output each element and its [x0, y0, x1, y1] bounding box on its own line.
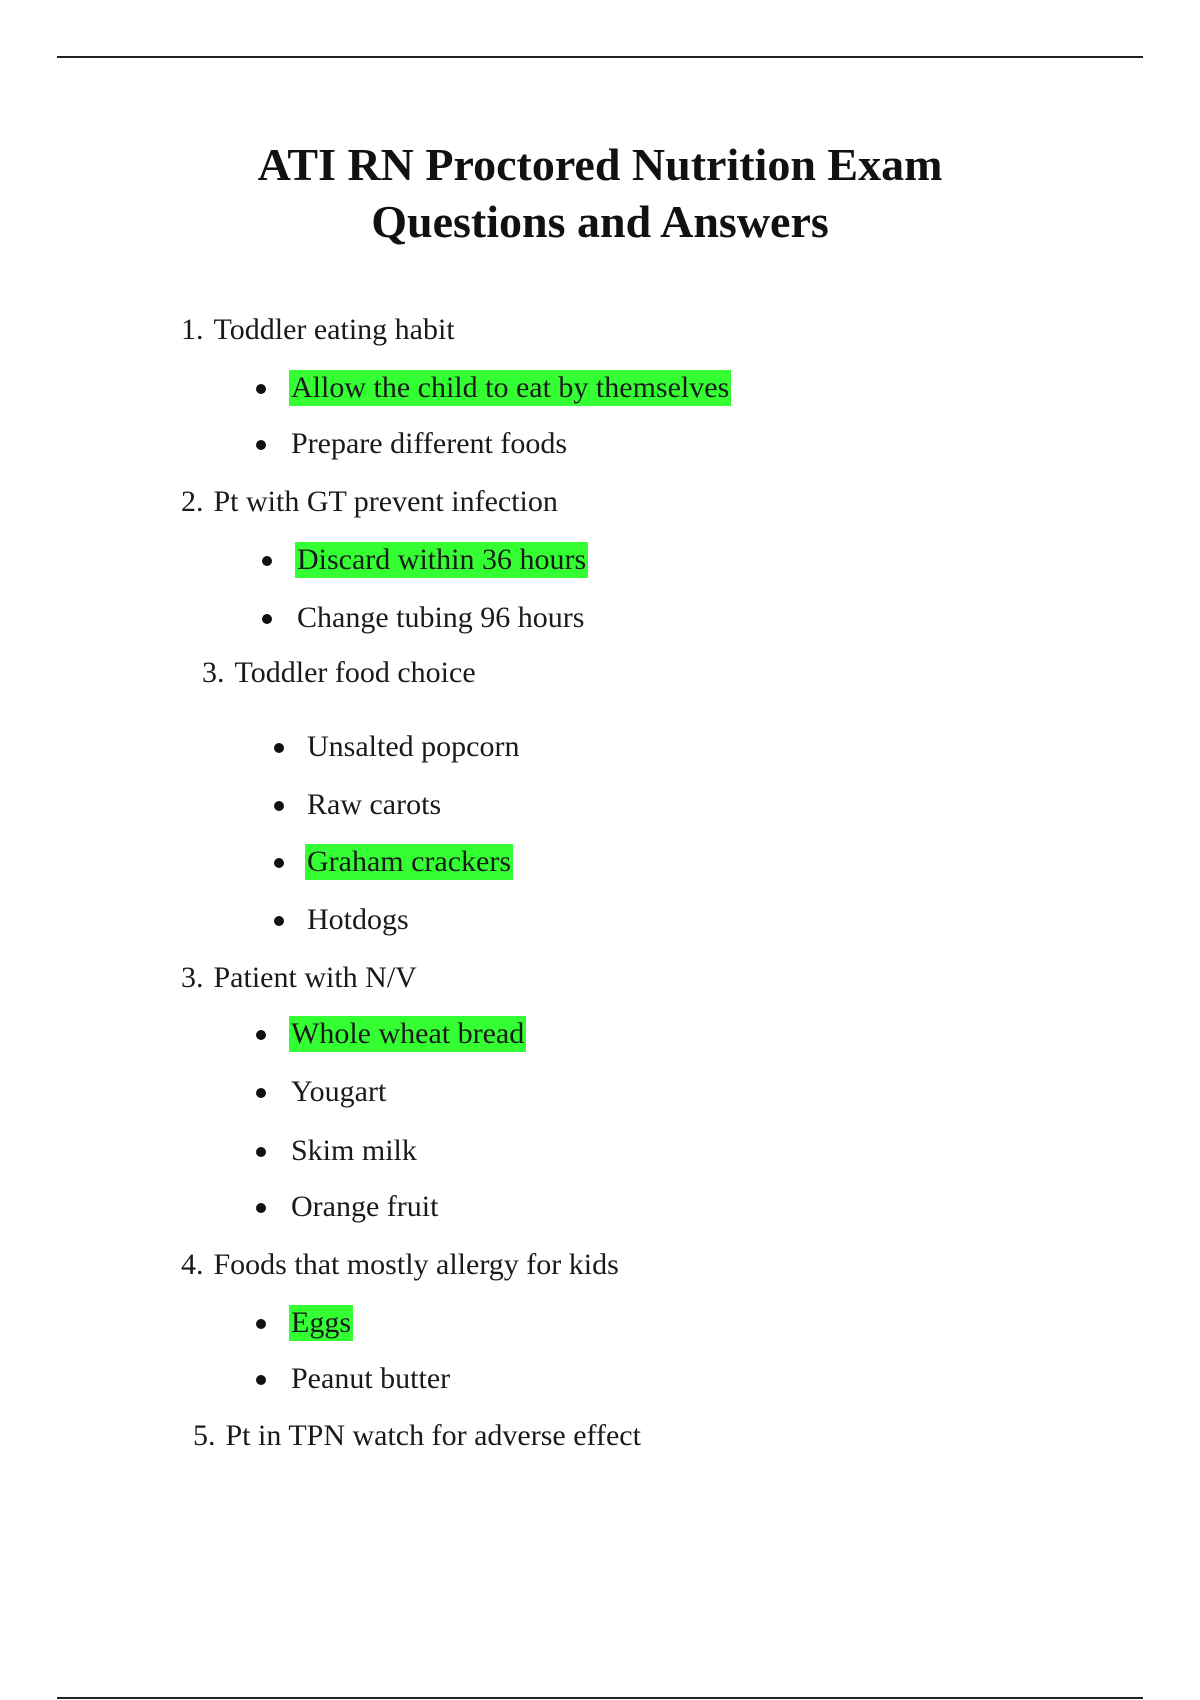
question-text: Foods that mostly allergy for kids — [213, 1248, 619, 1281]
answer-text: Change tubing 96 hours — [297, 601, 585, 634]
answer-text: Raw carots — [307, 788, 442, 821]
question-text: Toddler eating habit — [213, 313, 455, 346]
question-number: 2. — [181, 485, 204, 518]
answer-text-highlighted: Whole wheat bread — [291, 1017, 525, 1050]
question-3a — [202, 655, 476, 691]
answer-text: Prepare different foods — [291, 427, 568, 460]
page-title — [0, 136, 1200, 250]
question-2 — [181, 484, 558, 520]
question-text: Pt with GT prevent infection — [213, 485, 558, 518]
question-text: Pt in TPN watch for adverse effect — [225, 1419, 641, 1452]
answer-text: Hotdogs — [307, 903, 409, 936]
header-rule — [57, 56, 1143, 58]
question-number: 3. — [181, 961, 204, 994]
answer-text: Skim milk — [291, 1134, 417, 1167]
question-1 — [181, 312, 455, 348]
answer-text-highlighted: Eggs — [291, 1306, 351, 1339]
answer-text: Yougart — [291, 1075, 387, 1108]
question-number: 4. — [181, 1248, 204, 1281]
question-number: 3. — [202, 656, 225, 689]
answer-text-highlighted: Allow the child to eat by themselves — [291, 371, 730, 404]
answer-text-highlighted: Graham crackers — [307, 845, 512, 878]
answer-text: Peanut butter — [291, 1362, 451, 1395]
question-5 — [193, 1418, 641, 1454]
question-text: Toddler food choice — [234, 656, 476, 689]
question-text: Patient with N/V — [213, 961, 417, 994]
question-4 — [181, 1247, 619, 1283]
question-number: 5. — [193, 1419, 216, 1452]
answer-text: Unsalted popcorn — [307, 730, 520, 763]
title-line-2: Questions and Answers — [371, 196, 829, 247]
answer-text: Orange fruit — [291, 1190, 439, 1223]
footer-rule — [57, 1697, 1143, 1699]
question-3b — [181, 960, 417, 996]
answer-text-highlighted: Discard within 36 hours — [297, 543, 587, 576]
title-line-1: ATI RN Proctored Nutrition Exam — [257, 139, 943, 190]
question-number: 1. — [181, 313, 204, 346]
